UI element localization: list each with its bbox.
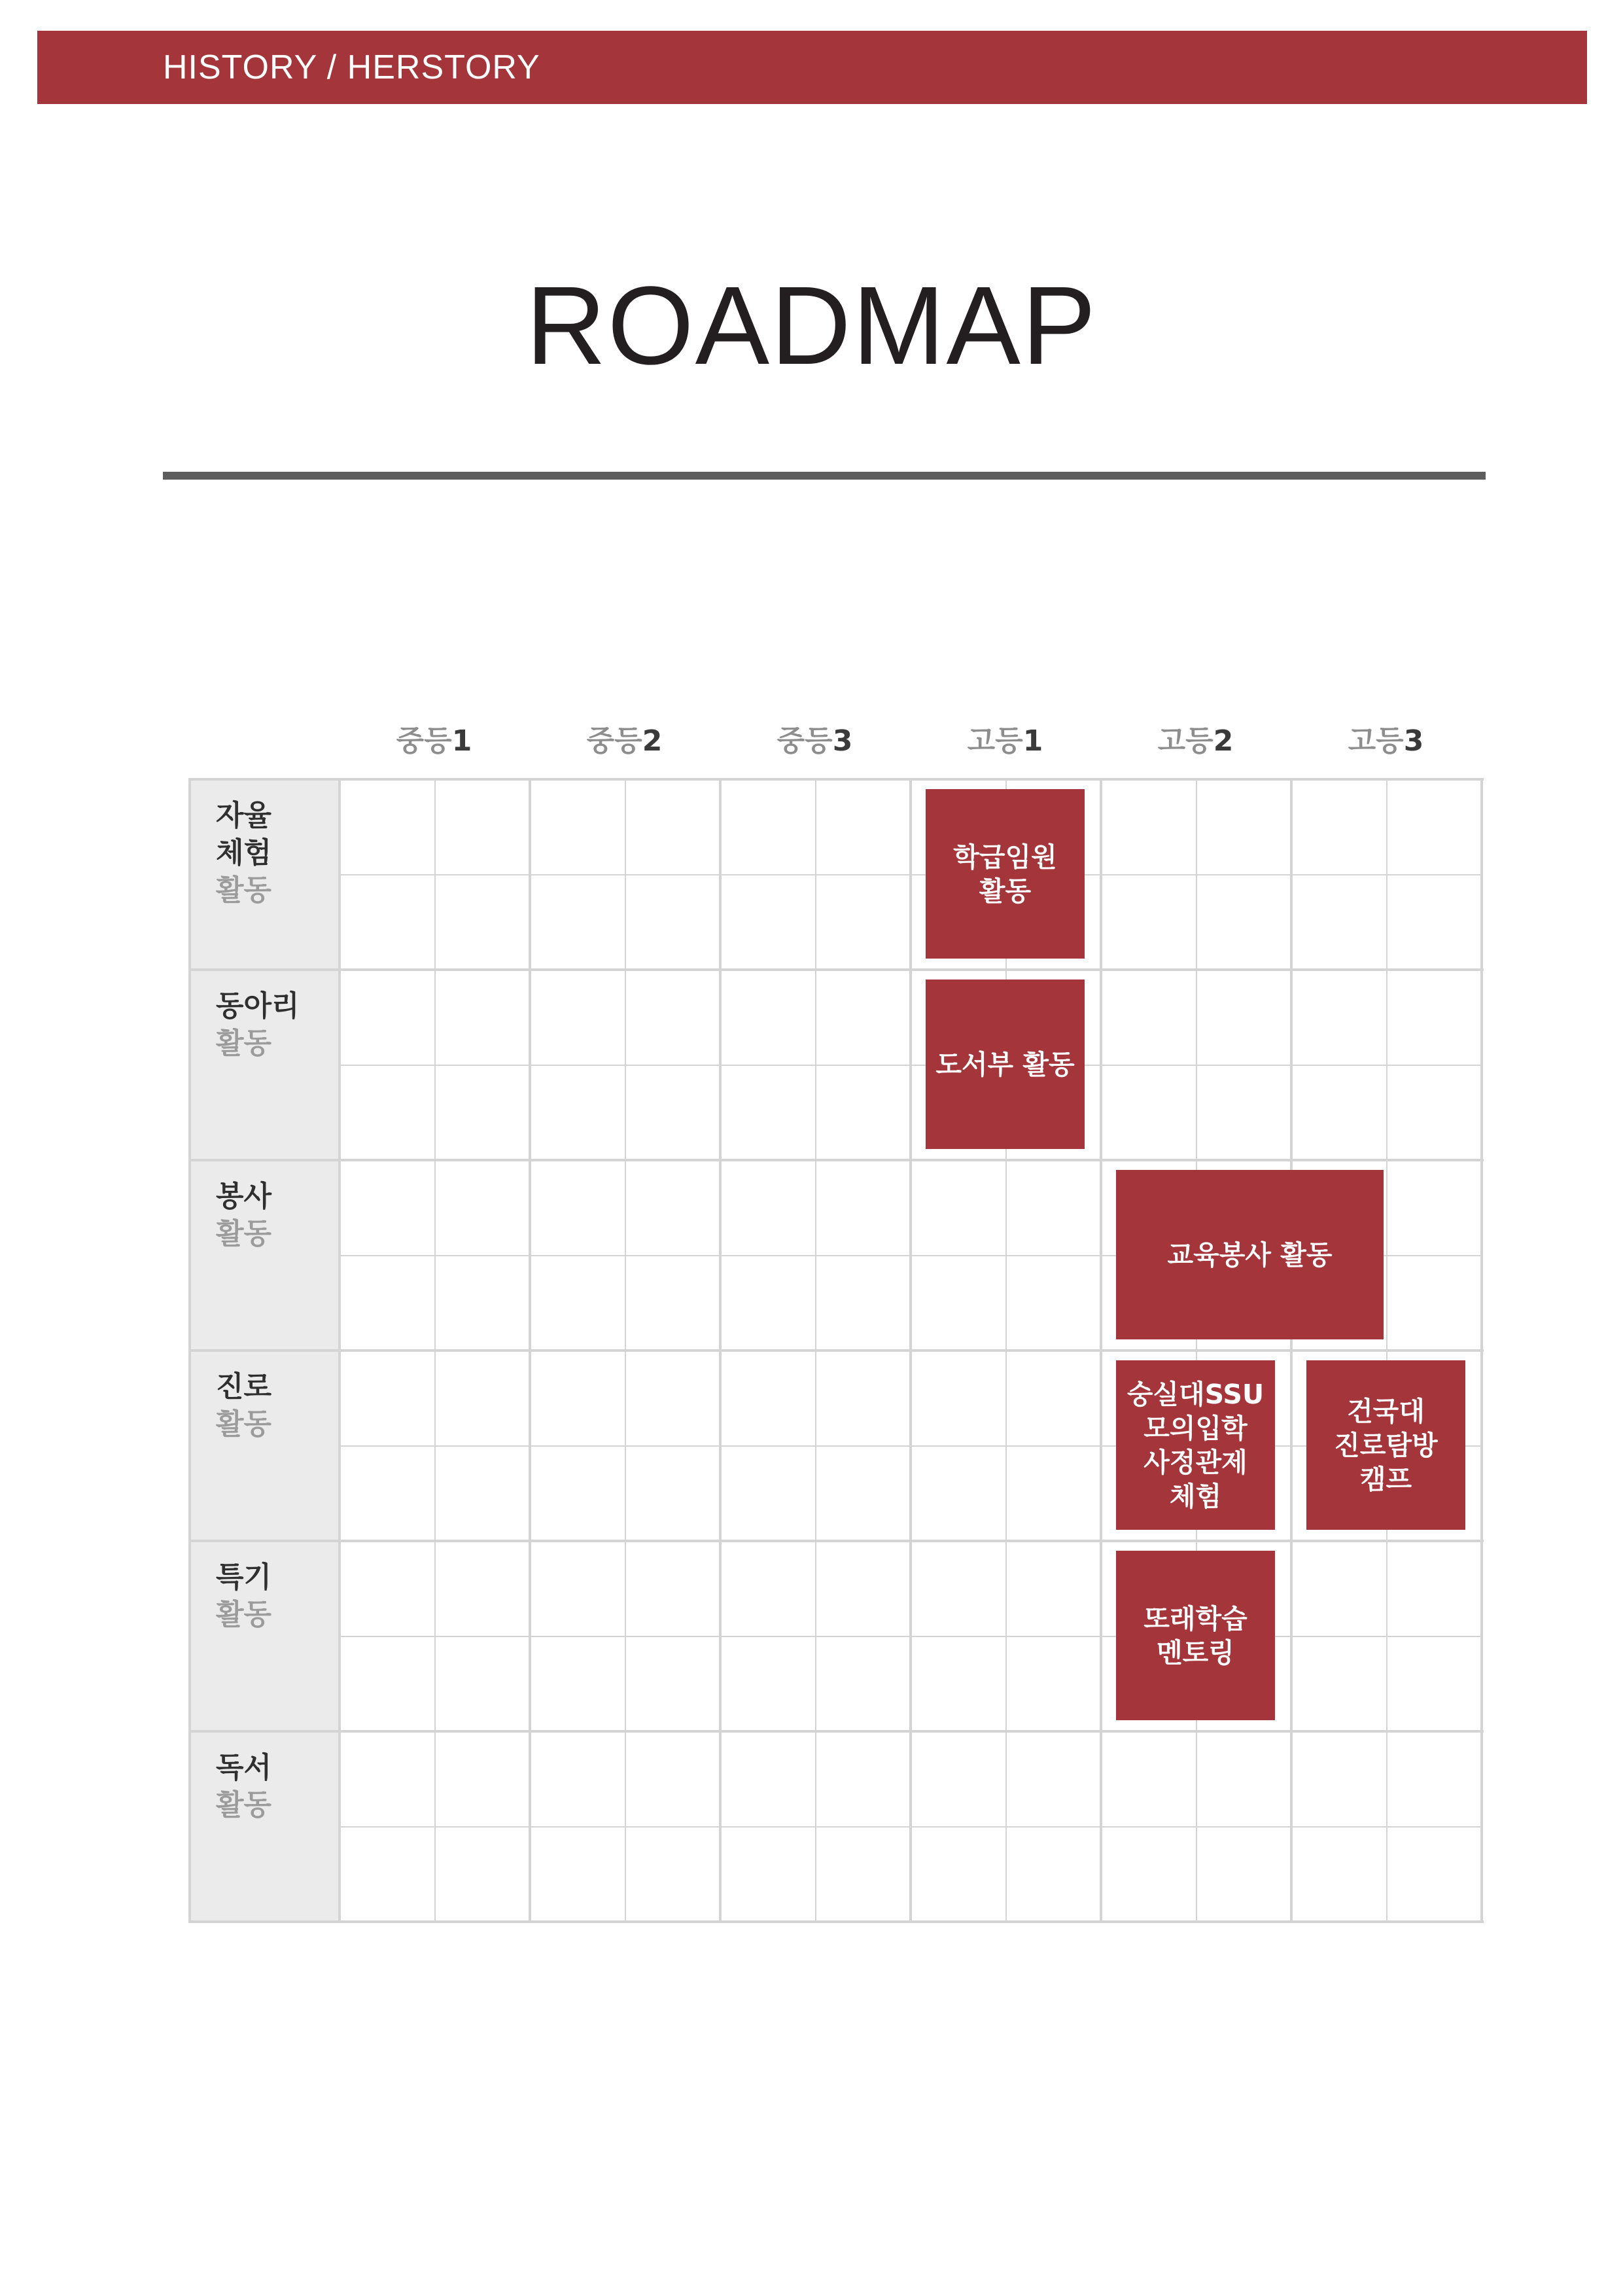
- category-label-main: 독서: [216, 1751, 272, 1784]
- page-title: ROADMAP: [525, 264, 1098, 388]
- grid-horizontal-line: [188, 1730, 1484, 1733]
- activity-label: 도서부 활동: [935, 1048, 1075, 1080]
- category-label-cell: [188, 1159, 339, 1350]
- year-header-number: 2: [1213, 724, 1234, 758]
- grid-half-row-line: [339, 1065, 1481, 1066]
- grid-horizontal-line: [188, 1349, 1484, 1352]
- activity-box: [926, 980, 1085, 1149]
- year-header: [529, 718, 720, 764]
- year-header-prefix: 중등: [396, 724, 452, 758]
- year-header-number: 3: [832, 724, 853, 758]
- activity-label: 건국대 진로탐방 캠프: [1334, 1395, 1438, 1495]
- year-header-prefix: 고등: [967, 724, 1023, 758]
- category-label-main: 체험: [216, 836, 272, 870]
- year-header-prefix: 고등: [1348, 724, 1404, 758]
- activity-label: 또래학습 멘토링: [1143, 1602, 1248, 1669]
- category-label-sub: 활동: [216, 1407, 272, 1441]
- activity-box: [1306, 1360, 1465, 1530]
- activity-box: [1116, 1360, 1275, 1530]
- year-header-number: 3: [1403, 724, 1424, 758]
- category-label: [216, 1559, 271, 1633]
- activity-label: 교육봉사 활동: [1167, 1239, 1333, 1271]
- year-header: [1291, 718, 1481, 764]
- activity-box: [1116, 1551, 1275, 1720]
- category-label-cell: [188, 1350, 339, 1540]
- activity-label: 숭실대SSU 모의입학 사정관제 체험: [1126, 1378, 1265, 1512]
- year-header: [339, 718, 529, 764]
- activity-label: 학급임원 활동: [953, 841, 1057, 907]
- grid-horizontal-line: [188, 778, 1484, 781]
- category-label-sub: 활동: [216, 1027, 272, 1060]
- grid-horizontal-line: [188, 1159, 1484, 1161]
- year-header-number: 1: [1022, 724, 1043, 758]
- year-header-number: 1: [451, 724, 472, 758]
- category-label-main: 특기: [216, 1561, 272, 1594]
- header-title: HISTORY / HERSTORY: [163, 48, 540, 86]
- category-label-main: 동아리: [216, 989, 300, 1023]
- grid-half-row-line: [339, 1826, 1481, 1828]
- grid-horizontal-line: [188, 968, 1484, 971]
- activity-box: [926, 789, 1085, 959]
- category-label-sub: 활동: [216, 1217, 272, 1250]
- category-label-cell: [188, 779, 339, 969]
- year-header-prefix: 중등: [777, 724, 833, 758]
- category-label-cell: [188, 969, 339, 1159]
- category-label: [216, 1178, 271, 1252]
- category-label-main: 진로: [216, 1370, 272, 1404]
- year-header: [1100, 718, 1291, 764]
- year-header-prefix: 중등: [586, 724, 642, 758]
- year-header: [910, 718, 1100, 764]
- grid-half-row-line: [339, 1636, 1481, 1637]
- category-label-sub: 활동: [216, 1598, 272, 1631]
- category-label-main: 자율: [216, 799, 272, 832]
- category-label-sub: 활동: [216, 1788, 272, 1822]
- year-header-prefix: 고등: [1157, 724, 1213, 758]
- category-label: [216, 1749, 271, 1824]
- category-label-cell: [188, 1731, 339, 1921]
- year-header-number: 2: [642, 724, 663, 758]
- year-header: [720, 718, 910, 764]
- category-label: [216, 987, 300, 1062]
- grid-horizontal-line: [188, 1540, 1484, 1542]
- grid-horizontal-line: [188, 1920, 1484, 1923]
- grid-half-row-line: [339, 874, 1481, 875]
- activity-box: [1116, 1170, 1384, 1339]
- category-label: [216, 797, 271, 909]
- category-label: [216, 1368, 271, 1443]
- category-label-main: 봉사: [216, 1180, 272, 1213]
- category-label-sub: 활동: [216, 874, 272, 907]
- category-label-cell: [188, 1540, 339, 1731]
